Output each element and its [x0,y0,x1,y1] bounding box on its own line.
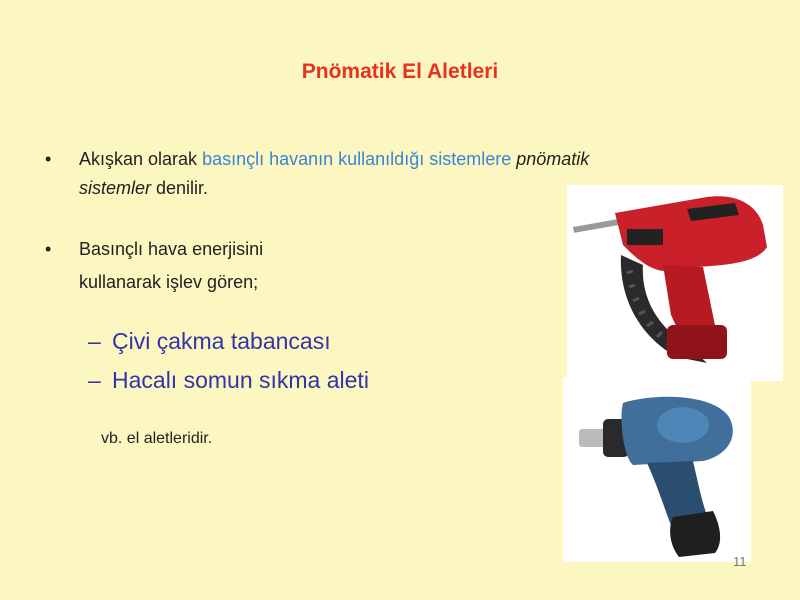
nail-gun-illustration [567,185,783,381]
sub-item-1-label: Çivi çakma tabancası [112,328,331,354]
bullet-item-2 [45,235,525,297]
bullet-1-highlight: basınçlı havanın kullanıldığı sistemlere [202,149,512,169]
bullet-dot: • [45,239,52,259]
bullet-dot: • [45,149,52,169]
impact-wrench-illustration [563,377,751,562]
bullet-1-line-2 [79,174,208,203]
sub-item-1 [88,328,331,355]
bullet-1-text-a: Akışkan olarak [79,149,203,169]
bullet-1-text-b: denilir. [151,178,209,198]
dash-marker: – [88,328,101,354]
closing-text: vb. el aletleridir. [101,430,213,447]
bullet-1-italic: pnömatik [516,149,590,169]
sub-item-2-label: Hacalı somun sıkma aleti [112,367,369,393]
bullet-2-line-2: kullanarak işlev gören; [79,272,259,292]
sub-item-2 [88,367,369,394]
bullet-1-italic-2: sistemler [79,178,152,198]
dash-marker: – [88,367,101,393]
page-number: 11 [733,554,747,569]
bullet-2-line-1: Basınçlı hava enerjisini [79,239,264,259]
slide-title: Pnömatik El Aletleri [301,60,499,83]
nail-gun-image [567,185,783,381]
bullet-1-line-1 [79,145,589,174]
impact-wrench-image [563,377,751,562]
